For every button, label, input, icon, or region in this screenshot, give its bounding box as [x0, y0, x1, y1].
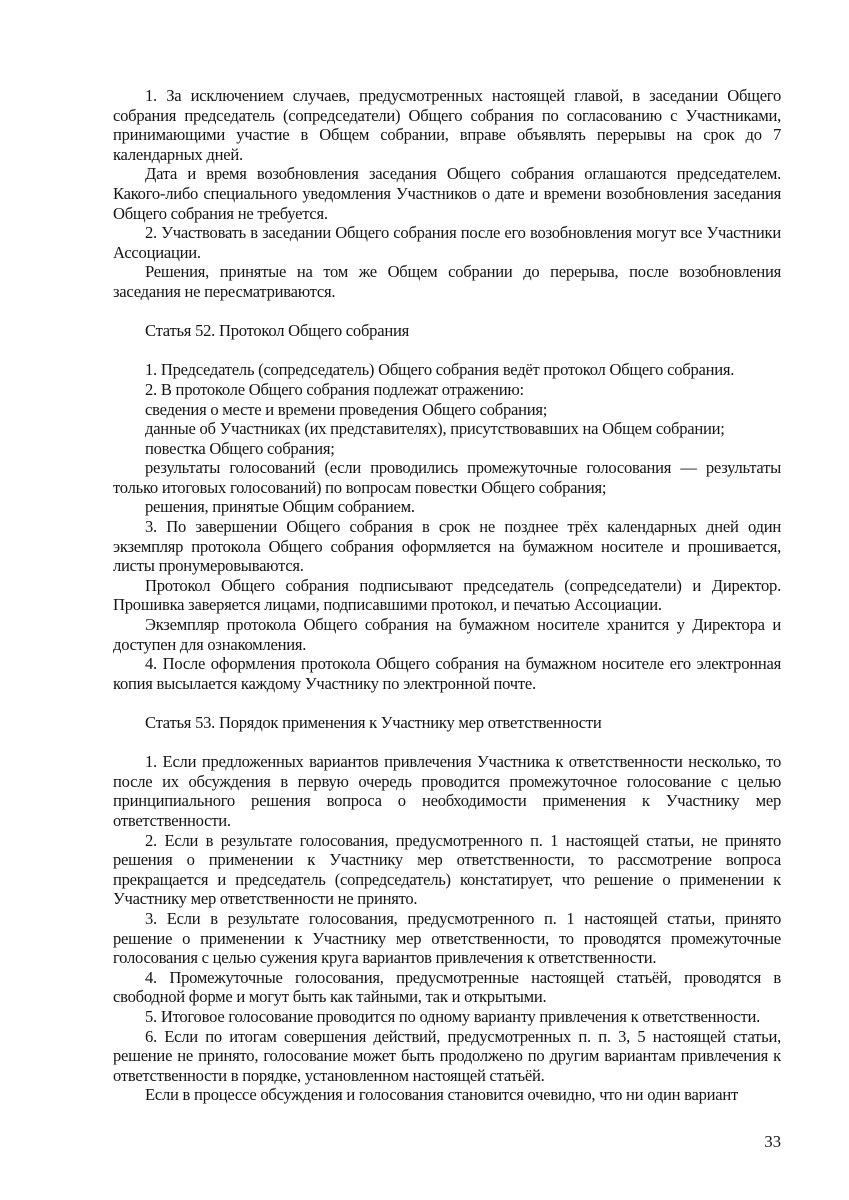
paragraph: Решения, принятые на том же Общем собрании до перерыва, после возобновления заседания не пересматриваются. [113, 262, 781, 301]
list-item: повестка Общего собрания; [145, 438, 335, 458]
list-item: данные об Участниках (их представителях), присутствовавших на Общем собрании; [145, 419, 725, 439]
page-number: 33 [764, 1132, 781, 1151]
list-item: сведения о месте и времени проведения Общего собрания; [145, 399, 548, 419]
paragraph: 1. Председатель (сопредседатель) Общего собрания ведёт протокол Общего собрания. [145, 360, 735, 380]
paragraph: 3. По завершении Общего собрания в срок не позднее трёх календарных дней один экземпляр протокола Общего собрания оформляется на бумажном носителе и прошивается, листы пронумеровываются. [113, 517, 781, 576]
list-item: результаты голосований (если проводились промежуточные голосования — результаты только итоговых голосований) по вопросам повестки Общего собрания; [113, 458, 781, 497]
article-52-title: Статья 52. Протокол Общего собрания [145, 321, 409, 341]
paragraph: 1. За исключением случаев, предусмотренных настоящей главой, в заседании Общего собрания председатель (сопредседатели) Общего собрания по согласованию с Участниками, принимающими участие в Общем собрании, вправе объявлять перерывы на срок до 7 календарных дней. [113, 86, 781, 164]
paragraph: Экземпляр протокола Общего собрания на бумажном носителе хранится у Директора и доступен для ознакомления. [113, 615, 781, 654]
paragraph: 1. Если предложенных вариантов привлечения Участника к ответственности несколько, то после их обсуждения в первую очередь проводится промежуточное голосование с целью принципиального решения вопроса о необходимости применения к Участнику мер ответственности. [113, 752, 781, 830]
paragraph: Дата и время возобновления заседания Общего собрания оглашаются председателем. Какого-либо специального уведомления Участников о дате и времени возобновления заседания Общего собрания не требуется. [113, 164, 781, 223]
paragraph: Протокол Общего собрания подписывают председатель (сопредседатели) и Директор. Прошивка заверяется лицами, подписавшими протокол, и печатью Ассоциации. [113, 575, 781, 615]
paragraph: 2. В протоколе Общего собрания подлежат отражению: [145, 379, 524, 399]
article-53-title: Статья 53. Порядок применения к Участнику мер ответственности [145, 713, 602, 732]
paragraph: 2. Участвовать в заседании Общего собрания после его возобновления могут все Участники Ассоциации. [113, 223, 781, 262]
paragraph: 5. Итоговое голосование проводится по одному варианту привлечения к ответственности. [145, 1006, 761, 1026]
paragraph: 2. Если в результате голосования, предусмотренного п. 1 настоящей статьи, не принято решения о применении к Участнику мер ответственности, то рассмотрение вопроса прекращается и председатель (сопредседатель) констатирует, что решение о применении к Участнику мер ответственности не принято. [113, 830, 781, 909]
paragraph: 6. Если по итогам совершения действий, предусмотренных п. п. 3, 5 настоящей статьи, решение не принято, голосование может быть продолжено по другим вариантам привлечения к ответственности в порядке, установленном настоящей статьёй. [113, 1026, 781, 1085]
paragraph: 4. Промежуточные голосования, предусмотренные настоящей статьёй, проводятся в свободной форме и могут быть как тайными, так и открытыми. [113, 967, 781, 1007]
paragraph: Если в процессе обсуждения и голосования становится очевидно, что ни один вариант [145, 1085, 739, 1105]
paragraph: 3. Если в результате голосования, предусмотренного п. 1 настоящей статьи, принято решение о применении к Участнику мер ответственности, то проводятся промежуточные голосования с целью сужения круга вариантов привлечения к ответственности. [113, 908, 781, 968]
list-item: решения, принятые Общим собранием. [145, 497, 415, 517]
document-page [113, 86, 781, 1105]
paragraph: 4. После оформления протокола Общего собрания на бумажном носителе его электронная копия высылается каждому Участнику по электронной почте. [113, 654, 781, 693]
